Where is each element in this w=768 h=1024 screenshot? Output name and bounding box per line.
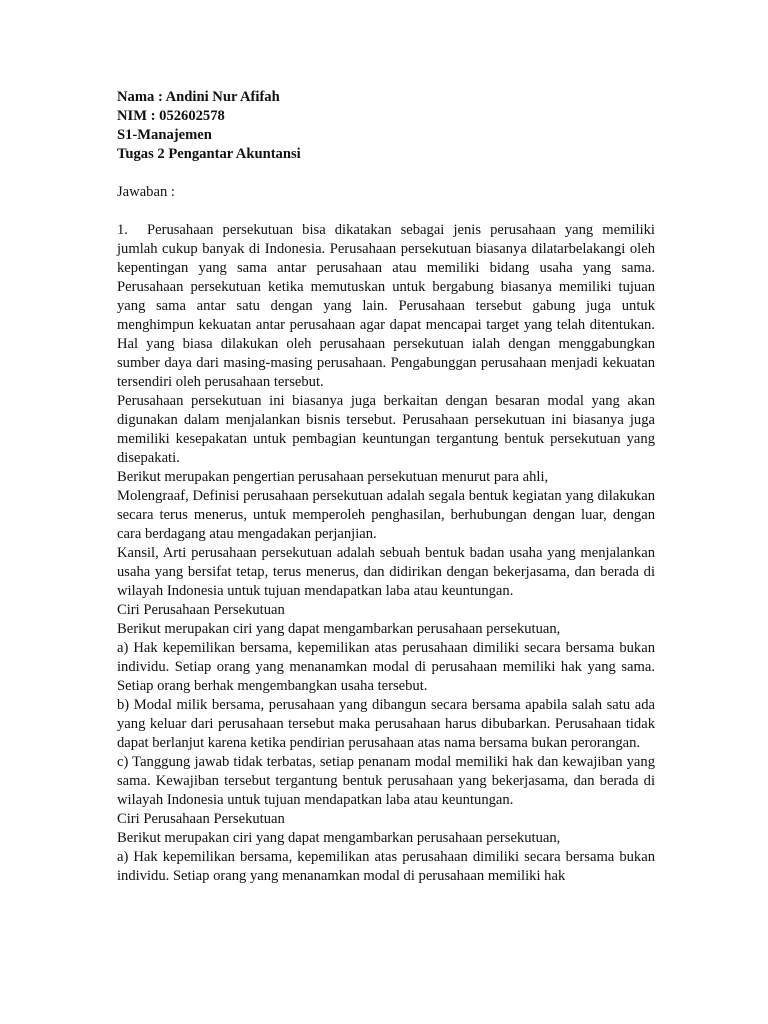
paragraph-3: Berikut merupakan pengertian perusahaan persekutuan menurut para ahli, (117, 469, 549, 485)
assignment-title: Tugas 2 Pengantar Akuntansi (117, 146, 301, 162)
list-item-b: b) Modal milik bersama, perusahaan yang dibangun secara bersama apabila salah satu ada yang keluar dari perusahaan tersebut maka perusahaan harus dibubarkan. Perusahaan tidak dapat berlanjut karena ketika pendirian perusahaan atas nama bersama bukan perorangan. (117, 697, 655, 751)
list-item-a: a) Hak kepemilikan bersama, kepemilikan atas perusahaan dimiliki secara bersama bukan individu. Setiap orang yang menanamkan modal di perusahaan memiliki hak yang sama. Setiap orang berhak mengembangkan usaha tersebut. (117, 640, 655, 694)
study-program: S1-Manajemen (117, 127, 212, 143)
paragraph-1 (117, 221, 655, 392)
list-item-c: c) Tanggung jawab tidak terbatas, setiap penanam modal memiliki hak dan kewajiban yang sama. Kewajiban tersebut tergantung bentuk perusahaan yang bekerjasama, dan berada di wilayah Indonesia untuk tujuan mendapatkan laba atau keuntungan. (117, 754, 655, 808)
spacer (117, 164, 655, 183)
student-name: Nama : Andini Nur Afifah (117, 89, 280, 105)
list-item-a-repeat: a) Hak kepemilikan bersama, kepemilikan atas perusahaan dimiliki secara bersama bukan individu. Setiap orang yang menanamkan modal di perusahaan memiliki hak (117, 849, 655, 884)
section-heading: Ciri Perusahaan Persekutuan (117, 602, 285, 618)
paragraph-2: Perusahaan persekutuan ini biasanya juga berkaitan dengan besaran modal yang akan digunakan dalam menjalankan bisnis tersebut. Perusahaan persekutuan ini biasanya juga memiliki kesepakatan untuk pembagian keuntungan tergantung bentuk persekutuan yang disepakati. (117, 393, 655, 466)
paragraph-12: Berikut merupakan ciri yang dapat mengambarkan perusahaan persekutuan, (117, 830, 561, 846)
student-nim: NIM : 052602578 (117, 108, 225, 124)
item-number: 1. (117, 222, 128, 238)
paragraph-4: Molengraaf, Definisi perusahaan persekutuan adalah segala bentuk kegiatan yang dilakukan secara terus menerus, untuk memperoleh penghasilan, berhubungan dengan luar, dengan cara berdagang atau mengadakan perjanjian. (117, 488, 655, 542)
paragraph-5: Kansil, Arti perusahaan persekutuan adalah sebuah bentuk badan usaha yang menjalankan usaha yang bersifat tetap, terus menerus, dan didirikan dengan bekerjasama, dan berada di wilayah Indonesia untuk tujuan mendapatkan laba atau keuntungan. (117, 545, 655, 599)
section-heading-repeat: Ciri Perusahaan Persekutuan (117, 811, 285, 827)
paragraph-7: Berikut merupakan ciri yang dapat mengambarkan perusahaan persekutuan, (117, 621, 561, 637)
answer-label: Jawaban : (117, 184, 175, 200)
paragraph-1-text: Perusahaan persekutuan bisa dikatakan sebagai jenis perusahaan yang memiliki jumlah cukup banyak di Indonesia. Perusahaan persekutuan biasanya dilatarbelakangi oleh kepentingan yang sama antar perusahaan atau memiliki bidang usaha yang sama. Perusahaan persekutuan ketika memutuskan untuk bergabung biasanya memiliki tujuan yang sama antar satu dengan yang lain. Perusahaan tersebut gabung juga untuk menghimpun kekuatan antar perusahaan agar dapat mencapai target yang telah ditentukan. Hal yang biasa dilakukan oleh perusahaan persekutuan ialah dengan menggabungkan sumber daya dari masing-masing perusahaan. Pengabunggan perusahaan menjadi kekuatan tersendiri oleh perusahaan tersebut. (117, 222, 655, 390)
spacer (117, 202, 655, 221)
